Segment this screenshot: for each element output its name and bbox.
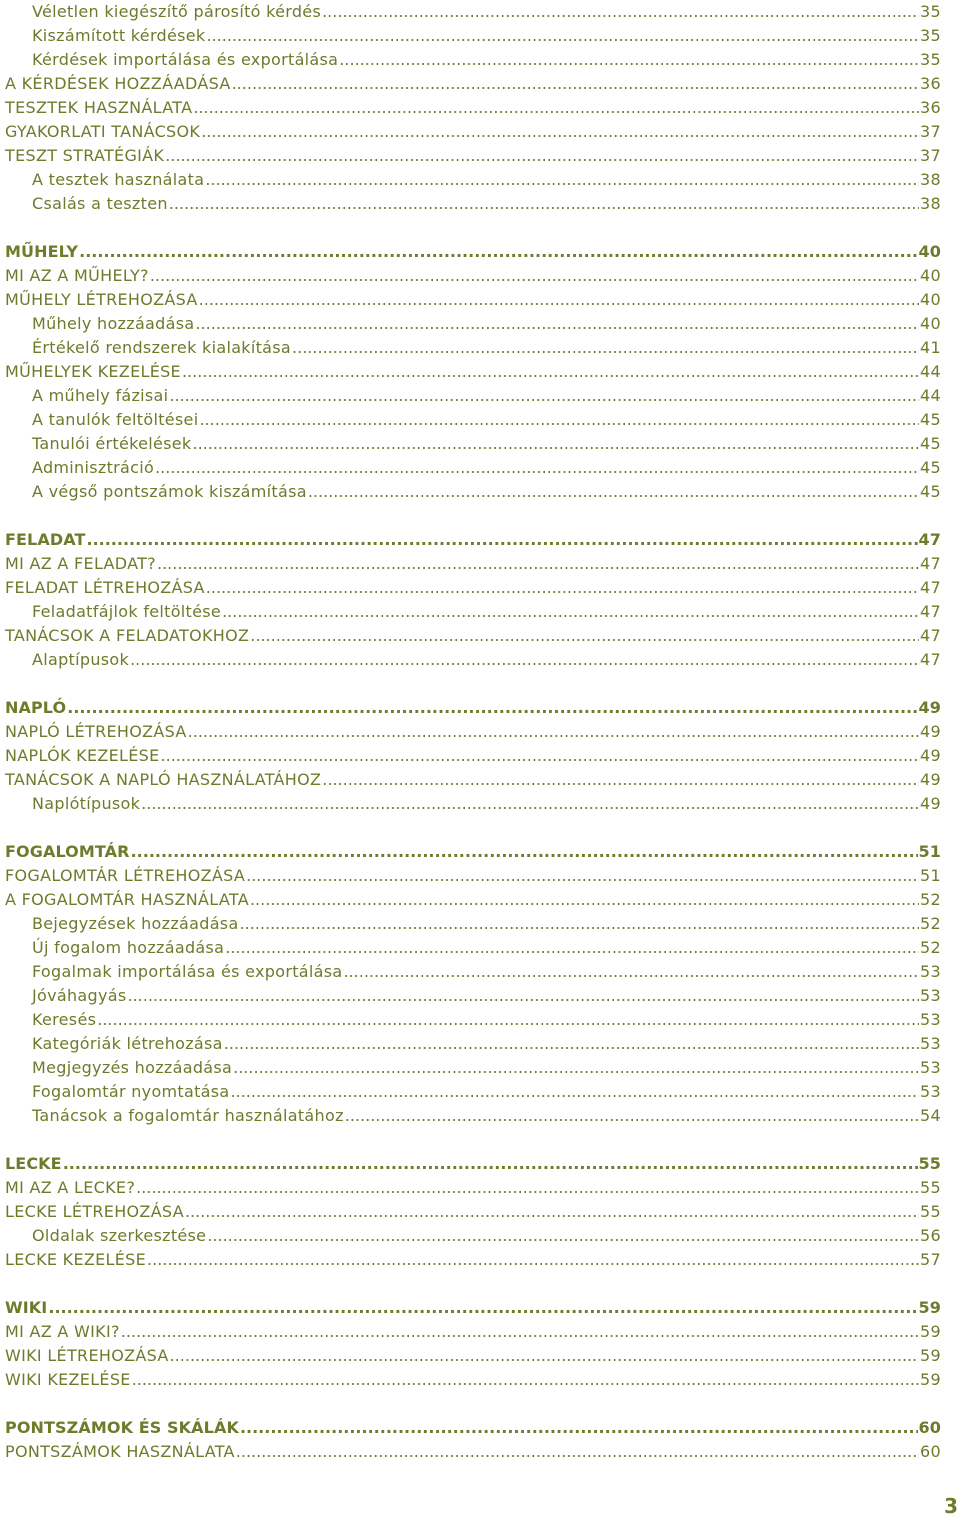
toc-entry[interactable]	[5, 48, 941, 72]
toc-entry[interactable]	[5, 600, 941, 624]
dot-leader	[79, 240, 917, 264]
toc-entry[interactable]	[5, 432, 941, 456]
toc-entry-page: 41	[920, 338, 941, 357]
toc-entry-title: TESZT STRATÉGIÁK	[5, 146, 165, 165]
dot-leader	[185, 1200, 919, 1224]
toc-entry[interactable]	[5, 312, 941, 336]
toc-entry[interactable]	[5, 744, 941, 768]
dot-leader	[246, 864, 919, 888]
dot-leader	[199, 288, 919, 312]
toc-entry-page: 59	[920, 1346, 941, 1365]
dot-leader	[165, 144, 919, 168]
dot-leader	[63, 1152, 918, 1176]
dot-leader	[250, 888, 919, 912]
toc-entry[interactable]	[5, 792, 941, 816]
toc-entry-page: 36	[920, 74, 941, 93]
toc-entry-title: LECKE KEZELÉSE	[5, 1250, 147, 1269]
toc-entry-page: 47	[920, 578, 941, 597]
toc-entry-title: PONTSZÁMOK ÉS SKÁLÁK	[5, 1418, 239, 1437]
dot-leader	[292, 336, 919, 360]
toc-entry[interactable]	[5, 72, 941, 96]
toc-entry-title: Feladatfájlok feltöltése	[32, 602, 222, 621]
dot-leader	[155, 456, 919, 480]
toc-entry-title: Adminisztráció	[32, 458, 155, 477]
toc-entry-page: 52	[920, 890, 941, 909]
toc-entry[interactable]	[5, 264, 941, 288]
toc-entry[interactable]	[5, 288, 941, 312]
toc-entry[interactable]	[5, 120, 941, 144]
toc-entry[interactable]	[5, 24, 941, 48]
toc-entry-page: 55	[918, 1154, 941, 1173]
toc-entry-title: TANÁCSOK A NAPLÓ HASZNÁLATÁHOZ	[5, 770, 322, 789]
toc-entry[interactable]	[5, 408, 941, 432]
toc-entry-title: MŰHELY	[5, 242, 79, 261]
toc-entry-title: Naplótípusok	[32, 794, 141, 813]
toc-entry-title: MŰHELY LÉTREHOZÁSA	[5, 290, 198, 309]
toc-entry-page: 35	[920, 2, 941, 21]
toc-entry[interactable]	[5, 1200, 941, 1224]
page-number-footer: 3	[944, 1494, 958, 1518]
toc-entry-title: WIKI KEZELÉSE	[5, 1370, 131, 1389]
dot-leader	[308, 480, 919, 504]
toc-entry-title: MI AZ A WIKI?	[5, 1322, 120, 1341]
toc-entry-page: 51	[920, 866, 941, 885]
dot-leader	[224, 1032, 919, 1056]
toc-entry-title: FOGALOMTÁR	[5, 842, 130, 861]
toc-entry-page: 47	[920, 650, 941, 669]
dot-leader	[121, 1320, 919, 1344]
toc-entry[interactable]	[5, 528, 941, 552]
toc-entry-title: Új fogalom hozzáadása	[32, 938, 225, 957]
toc-entry-title: A tanulók feltöltései	[32, 410, 199, 429]
dot-leader	[240, 1416, 918, 1440]
toc-entry[interactable]	[5, 456, 941, 480]
dot-leader	[231, 1080, 920, 1104]
toc-entry-title: WIKI LÉTREHOZÁSA	[5, 1346, 169, 1365]
toc-entry-page: 53	[920, 1034, 941, 1053]
toc-entry-title: A tesztek használata	[32, 170, 205, 189]
dot-leader	[128, 984, 920, 1008]
dot-leader	[182, 360, 919, 384]
toc-entry-page: 45	[920, 434, 941, 453]
dot-leader	[195, 312, 919, 336]
dot-leader	[131, 840, 918, 864]
toc-entry-page: 45	[920, 458, 941, 477]
toc-entry[interactable]	[5, 840, 941, 864]
toc-entry[interactable]	[5, 1008, 941, 1032]
toc-entry-page: 54	[920, 1106, 941, 1125]
toc-entry[interactable]	[5, 888, 941, 912]
toc-entry[interactable]	[5, 1056, 941, 1080]
dot-leader	[233, 1056, 919, 1080]
toc-entry-page: 47	[920, 602, 941, 621]
dot-leader	[86, 528, 917, 552]
toc-entry[interactable]	[5, 336, 941, 360]
toc-entry-title: A műhely fázisai	[32, 386, 169, 405]
toc-entry[interactable]	[5, 1368, 941, 1392]
toc-entry-title: MI AZ A LECKE?	[5, 1178, 136, 1197]
toc-entry[interactable]	[5, 1344, 941, 1368]
toc-entry-title: Tanácsok a fogalomtár használatához	[32, 1106, 344, 1125]
toc-entry-title: FELADAT LÉTREHOZÁSA	[5, 578, 205, 597]
toc-entry-title: Értékelő rendszerek kialakítása	[32, 338, 292, 357]
toc-entry[interactable]	[5, 384, 941, 408]
dot-leader	[207, 1224, 919, 1248]
toc-entry[interactable]	[5, 1032, 941, 1056]
toc-entry[interactable]	[5, 1296, 941, 1320]
toc-entry[interactable]	[5, 1416, 941, 1440]
toc-entry-title: A FOGALOMTÁR HASZNÁLATA	[5, 890, 249, 909]
toc-entry-title: NAPLÓ LÉTREHOZÁSA	[5, 722, 187, 741]
toc-entry[interactable]	[5, 1176, 941, 1200]
toc-entry-page: 49	[918, 698, 941, 717]
dot-leader	[170, 1344, 919, 1368]
dot-leader	[169, 384, 919, 408]
dot-leader	[236, 1440, 919, 1464]
toc-entry[interactable]	[5, 1152, 941, 1176]
toc-entry-page: 59	[918, 1298, 941, 1317]
dot-leader	[147, 1248, 919, 1272]
toc-entry[interactable]	[5, 624, 941, 648]
dot-leader	[48, 1296, 917, 1320]
toc-entry-title: LECKE LÉTREHOZÁSA	[5, 1202, 184, 1221]
dot-leader	[250, 624, 919, 648]
toc-entry-title: A KÉRDÉSEK HOZZÁADÁSA	[5, 74, 231, 93]
dot-leader	[205, 168, 919, 192]
toc-entry-page: 53	[920, 1058, 941, 1077]
toc-entry-page: 55	[920, 1178, 941, 1197]
toc-entry-page: 44	[920, 362, 941, 381]
toc-entry-page: 53	[920, 1082, 941, 1101]
dot-leader	[157, 552, 919, 576]
toc-entry-page: 37	[920, 146, 941, 165]
dot-leader	[169, 192, 919, 216]
toc-entry-page: 51	[918, 842, 941, 861]
toc-entry[interactable]	[5, 360, 941, 384]
toc-entry[interactable]	[5, 696, 941, 720]
toc-entry-page: 45	[920, 482, 941, 501]
dot-leader	[322, 768, 919, 792]
toc-entry-title: MŰHELYEK KEZELÉSE	[5, 362, 181, 381]
toc-entry[interactable]	[5, 648, 941, 672]
toc-entry-title: Jóváhagyás	[32, 986, 127, 1005]
toc-entry[interactable]	[5, 1320, 941, 1344]
toc-entry-page: 36	[920, 98, 941, 117]
toc-entry-title: MI AZ A FELADAT?	[5, 554, 156, 573]
toc-entry-page: 49	[920, 746, 941, 765]
toc-entry[interactable]	[5, 576, 941, 600]
toc-entry[interactable]	[5, 240, 941, 264]
dot-leader	[222, 600, 919, 624]
toc-entry-page: 35	[920, 26, 941, 45]
dot-leader	[225, 936, 919, 960]
toc-entry-page: 55	[920, 1202, 941, 1221]
toc-entry[interactable]	[5, 1248, 941, 1272]
dot-leader	[322, 0, 919, 24]
toc-entry[interactable]	[5, 936, 941, 960]
toc-entry-page: 57	[920, 1250, 941, 1269]
toc-entry[interactable]	[5, 912, 941, 936]
dot-leader	[132, 1368, 919, 1392]
dot-leader	[67, 696, 917, 720]
toc-entry[interactable]	[5, 1440, 941, 1464]
toc-entry-page: 37	[920, 122, 941, 141]
toc-entry[interactable]	[5, 864, 941, 888]
toc-entry-title: Bejegyzések hozzáadása	[32, 914, 239, 933]
dot-leader	[161, 744, 919, 768]
toc-entry[interactable]	[5, 1224, 941, 1248]
toc-entry[interactable]	[5, 192, 941, 216]
toc-entry-page: 53	[920, 1010, 941, 1029]
toc-entry-title: FOGALOMTÁR LÉTREHOZÁSA	[5, 866, 246, 885]
toc-entry-title: A végső pontszámok kiszámítása	[32, 482, 307, 501]
toc-entry[interactable]	[5, 0, 941, 24]
toc-entry-page: 52	[920, 914, 941, 933]
toc-entry[interactable]	[5, 1104, 941, 1128]
toc-entry-page: 59	[920, 1370, 941, 1389]
toc-entry-page: 38	[920, 170, 941, 189]
dot-leader	[345, 1104, 919, 1128]
toc-entry-title: Kategóriák létrehozása	[32, 1034, 223, 1053]
toc-entry-title: Megjegyzés hozzáadása	[32, 1058, 233, 1077]
toc-entry-title: Kérdések importálása és exportálása	[32, 50, 339, 69]
toc-entry-page: 60	[920, 1442, 941, 1461]
toc-entry-title: TESZTEK HASZNÁLATA	[5, 98, 193, 117]
toc-entry-title: PONTSZÁMOK HASZNÁLATA	[5, 1442, 235, 1461]
dot-leader	[130, 648, 919, 672]
toc-entry-page: 40	[920, 314, 941, 333]
toc-entry[interactable]	[5, 984, 941, 1008]
dot-leader	[141, 792, 919, 816]
toc-entry-page: 47	[918, 530, 941, 549]
dot-leader	[150, 264, 919, 288]
toc-entry-title: FELADAT	[5, 530, 86, 549]
toc-entry-page: 40	[920, 266, 941, 285]
dot-leader	[240, 912, 919, 936]
toc-entry[interactable]	[5, 144, 941, 168]
toc-entry-title: Tanulói értékelések	[32, 434, 192, 453]
dot-leader	[201, 120, 919, 144]
toc-entry[interactable]	[5, 552, 941, 576]
toc-entry[interactable]	[5, 480, 941, 504]
table-of-contents	[5, 0, 941, 1464]
dot-leader	[136, 1176, 919, 1200]
toc-entry-page: 49	[920, 770, 941, 789]
dot-leader	[199, 408, 919, 432]
toc-entry-title: Fogalomtár nyomtatása	[32, 1082, 230, 1101]
toc-entry-page: 52	[920, 938, 941, 957]
toc-entry[interactable]	[5, 96, 941, 120]
toc-entry-title: LECKE	[5, 1154, 62, 1173]
dot-leader	[193, 96, 919, 120]
dot-leader	[343, 960, 919, 984]
toc-entry[interactable]	[5, 960, 941, 984]
toc-entry-title: Oldalak szerkesztése	[32, 1226, 207, 1245]
dot-leader	[232, 72, 919, 96]
toc-entry-title: TANÁCSOK A FELADATOKHOZ	[5, 626, 250, 645]
toc-entry-page: 47	[920, 626, 941, 645]
toc-entry-title: Keresés	[32, 1010, 97, 1029]
toc-entry-title: Csalás a teszten	[32, 194, 168, 213]
toc-entry-page: 44	[920, 386, 941, 405]
toc-entry-page: 49	[920, 722, 941, 741]
toc-entry-page: 56	[920, 1226, 941, 1245]
toc-entry-title: MI AZ A MŰHELY?	[5, 266, 149, 285]
toc-entry-page: 40	[920, 290, 941, 309]
toc-entry-page: 38	[920, 194, 941, 213]
toc-entry-title: Műhely hozzáadása	[32, 314, 195, 333]
toc-entry-title: Fogalmak importálása és exportálása	[32, 962, 343, 981]
toc-entry-page: 45	[920, 410, 941, 429]
toc-entry[interactable]	[5, 1080, 941, 1104]
toc-entry-page: 53	[920, 986, 941, 1005]
toc-entry[interactable]	[5, 720, 941, 744]
toc-entry-title: Alaptípusok	[32, 650, 130, 669]
dot-leader	[97, 1008, 919, 1032]
toc-entry-title: NAPLÓ	[5, 698, 67, 717]
dot-leader	[206, 576, 919, 600]
toc-entry-title: WIKI	[5, 1298, 48, 1317]
toc-entry-title: NAPLÓK KEZELÉSE	[5, 746, 160, 765]
dot-leader	[339, 48, 919, 72]
toc-entry-title: Kiszámított kérdések	[32, 26, 206, 45]
dot-leader	[188, 720, 919, 744]
dot-leader	[193, 432, 920, 456]
toc-entry-page: 53	[920, 962, 941, 981]
toc-entry-page: 35	[920, 50, 941, 69]
toc-entry-title: GYAKORLATI TANÁCSOK	[5, 122, 201, 141]
toc-entry-page: 47	[920, 554, 941, 573]
toc-entry-page: 49	[920, 794, 941, 813]
toc-entry-page: 59	[920, 1322, 941, 1341]
dot-leader	[206, 24, 919, 48]
toc-entry-page: 40	[918, 242, 941, 261]
toc-entry[interactable]	[5, 168, 941, 192]
toc-entry-title: Véletlen kiegészítő párosító kérdés	[32, 2, 322, 21]
toc-entry-page: 60	[918, 1418, 941, 1437]
toc-entry[interactable]	[5, 768, 941, 792]
